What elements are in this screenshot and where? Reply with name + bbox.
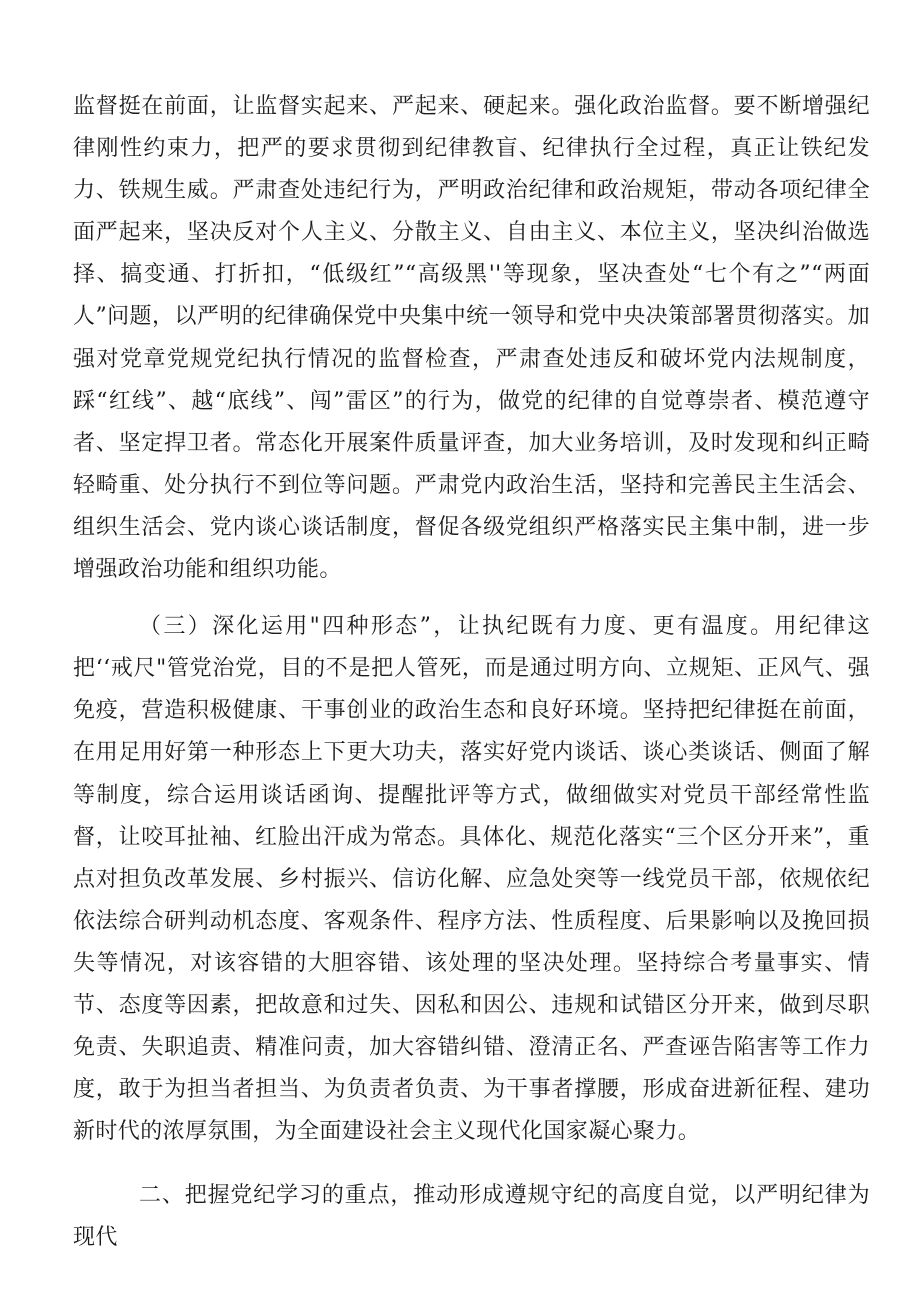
section-heading-two: 二、把握党纪学习的重点，推动形成遵规守纪的高度自觉，以严明纪律为现代 — [73, 1183, 870, 1251]
paragraph-supervision: 监督挺在前面，让监督实起来、严起来、硬起来。强化政治监督。要不断增强纪律刚性约束力，把严的要求贯彻到纪律教盲、纪律执行全过程，真正让铁纪发力、铁规生威。严肃查处违纪行为，严明政治纪律和政治规矩，带动各项纪律全面严起来，坚决反对个人主义、分散主义、自由主义、本位主义，坚决纠治做选择、搞变通、打折扣，“低级红”“高级黑''等现象，坚决查处“七个有之”“两面人”问题，以严明的纪律确保党中央集中统一领导和党中央决策部署贯彻落实。加强对党章党规党纪执行情况的监督检查，严肃查处违反和破坏党内法规制度，踩“红线”、越“底线”、闯”雷区”的行为，做党的纪律的自觉尊崇者、模范遵守者、坚定捍卫者。常态化开展案件质量评查，加大业务培训，及时发现和纠正畸轻畸重、处分执行不到位等问题。严肃党内政治生活，坚持和完善民主生活会、组织生活会、党内谈心谈话制度，督促各级党组织严格落实民主集中制，进一步增强政治功能和组织功能。 — [73, 94, 870, 583]
paragraph-four-forms: （三）深化运用"四种形态”，让执纪既有力度、更有温度。用纪律这把‘‘戒尺"管党治党，目的不是把人管死，而是通过明方向、立规矩、正风气、强免疫，营造积极健康、干事创业的政治生态和良好环境。坚持把纪律挺在前面，在用足用好第一种形态上下更大功夫，落实好党内谈话、谈心类谈话、侧面了解等制度，综合运用谈话函询、提醒批评等方式，做细做实对党员干部经常性监督，让咬耳扯袖、红脸出汗成为常态。具体化、规范化落实“三个区分开来”，重点对担负改革发展、乡村振兴、信访化解、应急处突等一线党员干部，依规依纪依法综合研判动机态度、客观条件、程序方法、性质程度、后果影响以及挽回损失等情况，对该容错的大胆容错、该处理的坚决处理。坚持综合考量事实、情节、态度等因素，把故意和过失、因私和因公、违规和试错区分开来，做到尽职免责、失职追责、精准问责，加大容错纠错、澄清正名、严查诬告陷害等工作力度，敢于为担当者担当、为负责者负责、为干事者撑腰，形成奋进新征程、建功新时代的浓厚氛围，为全面建设社会主义现代化国家凝心聚力。 — [73, 614, 870, 1145]
